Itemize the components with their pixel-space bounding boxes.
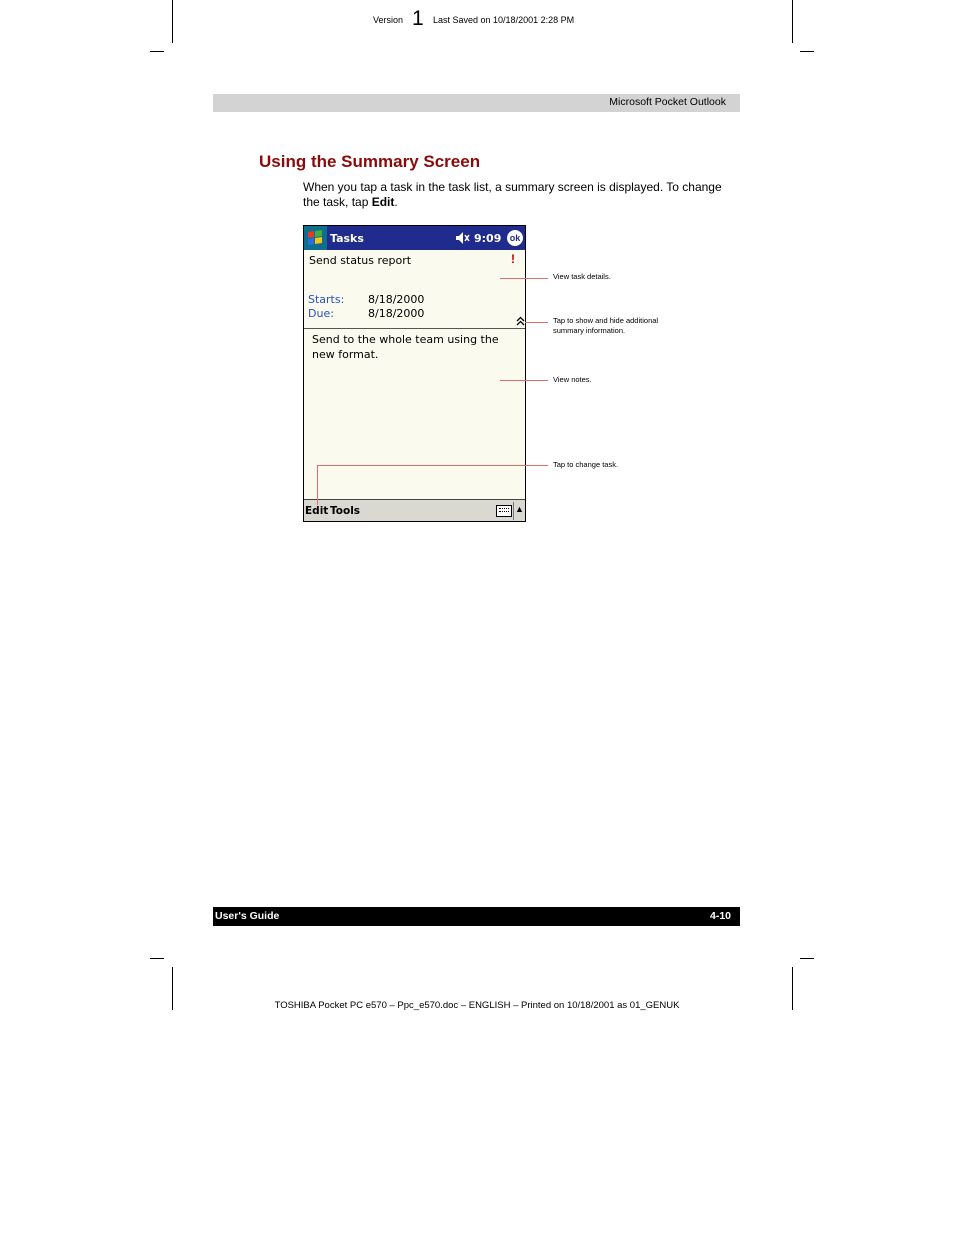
summary-divider	[304, 328, 525, 329]
running-footer	[213, 907, 740, 926]
task-subject[interactable]: Send status report	[309, 254, 412, 267]
callout-toggle-summary: Tap to show and hide additional summary information.	[553, 316, 659, 335]
crop-mark	[800, 958, 814, 959]
print-footer: TOSHIBA Pocket PC e570 – Ppc_e570.doc – ENGLISH – Printed on 10/18/2001 as 01_GENUK	[274, 1000, 680, 1011]
speaker-icon[interactable]	[455, 231, 471, 248]
section-body	[303, 180, 733, 210]
callout-notes: View notes.	[553, 375, 592, 384]
callout-change-task: Tap to change task.	[553, 460, 619, 469]
ok-button[interactable]: ok	[507, 230, 523, 246]
command-bar	[304, 499, 525, 522]
starts-label: Starts:	[308, 293, 345, 306]
callout-line	[500, 380, 548, 381]
starts-value: 8/18/2000	[368, 293, 425, 306]
callout-task-details: View task details.	[553, 272, 611, 281]
edit-menu[interactable]: Edit	[305, 505, 329, 517]
callout-line	[525, 322, 548, 323]
running-header	[213, 94, 740, 112]
tools-menu[interactable]: Tools	[330, 505, 361, 517]
pocketpc-screen	[303, 225, 526, 522]
callout-line	[500, 278, 548, 279]
task-notes[interactable]: Send to the whole team using the new format.	[312, 333, 499, 361]
crop-mark	[800, 51, 814, 52]
crop-mark	[792, 0, 793, 43]
crop-mark	[172, 0, 173, 43]
due-label: Due:	[308, 307, 334, 320]
due-value: 8/18/2000	[368, 307, 425, 320]
input-menu-arrow-icon[interactable]: ▲	[515, 504, 524, 514]
command-bar-separator	[513, 502, 514, 520]
running-header-text: Microsoft Pocket Outlook	[609, 96, 726, 108]
clock-time[interactable]: 9:09	[474, 232, 502, 245]
priority-icon: !	[511, 252, 515, 266]
keyboard-icon[interactable]	[496, 505, 512, 517]
crop-mark	[150, 958, 164, 959]
page-number: 4-10	[709, 910, 731, 922]
footer-guide: User's Guide	[215, 910, 280, 922]
title-bar	[304, 226, 525, 250]
callout-line	[317, 465, 548, 466]
callout-line	[317, 465, 318, 505]
body-text: When you tap a task in the task list, a summary screen is displayed. To change the task, tap	[303, 180, 722, 209]
last-saved: Last Saved on 10/18/2001 2:28 PM	[433, 15, 575, 25]
version-label: Version	[373, 15, 404, 25]
crop-mark	[150, 51, 164, 52]
body-bold: Edit	[371, 195, 395, 209]
body-text-end: .	[394, 195, 398, 209]
version-number: 1	[412, 7, 424, 30]
section-title: Using the Summary Screen	[259, 152, 481, 171]
app-title: Tasks	[330, 232, 364, 245]
windows-start-icon[interactable]	[304, 226, 327, 250]
